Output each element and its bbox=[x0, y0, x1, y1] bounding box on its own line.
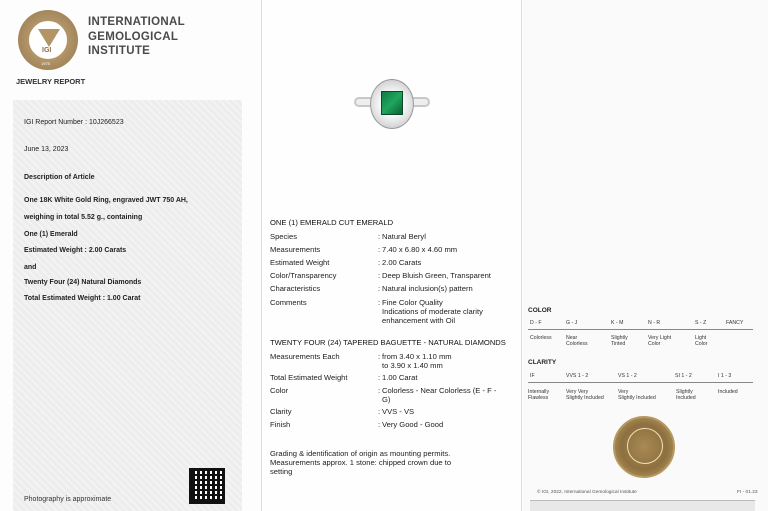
field-label: Color/Transparency bbox=[270, 271, 337, 280]
field-value: Very Good - Good bbox=[382, 420, 444, 429]
field-value: Fine Color Quality bbox=[382, 298, 443, 307]
field-label: Color bbox=[270, 386, 289, 395]
clarity-scale-title: CLARITY bbox=[528, 359, 557, 366]
color-grade: K - M bbox=[611, 320, 624, 326]
field-label: Clarity bbox=[270, 407, 292, 416]
field-value: Indications of moderate clarity bbox=[382, 307, 483, 316]
photo-note: Photography is approximate bbox=[24, 496, 112, 503]
field-label: Species bbox=[270, 232, 298, 241]
clarity-grade: SI 1 - 2 bbox=[675, 373, 692, 379]
field-value: Natural Beryl bbox=[382, 232, 426, 241]
field-value: G) bbox=[382, 395, 391, 404]
emerald-stone bbox=[381, 91, 403, 115]
ring-photo bbox=[352, 79, 432, 134]
qr-code[interactable] bbox=[189, 468, 225, 504]
report-number: IGI Report Number : 10J266523 bbox=[24, 119, 124, 126]
field-label: Comments bbox=[270, 298, 307, 307]
color-grade: FANCY bbox=[726, 320, 744, 326]
report-date: June 13, 2023 bbox=[24, 146, 69, 153]
grading-panel bbox=[263, 0, 522, 511]
field-value: VVS - VS bbox=[382, 407, 415, 416]
field-value: 2.00 Carats bbox=[382, 258, 422, 267]
description-line: and bbox=[24, 264, 37, 271]
remarks-line: Measurements approx. 1 stone: chipped crown due to bbox=[270, 458, 452, 467]
field-value: Deep Bluish Green, Transparent bbox=[382, 271, 491, 280]
remarks-line: setting bbox=[270, 467, 293, 476]
field-value: Natural inclusion(s) pattern bbox=[382, 284, 473, 293]
footer-disclaimer-bar bbox=[530, 500, 755, 511]
logo-year: 1975 bbox=[41, 61, 50, 66]
field-label: Characteristics bbox=[270, 284, 321, 293]
security-background bbox=[13, 100, 242, 511]
field-value: 1.00 Carat bbox=[382, 373, 418, 382]
field-label: Measurements Each bbox=[270, 352, 340, 361]
summary-panel bbox=[0, 0, 262, 511]
field-label: Total Estimated Weight bbox=[270, 373, 348, 382]
field-label: Measurements bbox=[270, 245, 321, 254]
field-value: from 3.40 x 1.10 mm bbox=[382, 352, 452, 361]
remarks-line: Grading & identification of origin as mounting permits. bbox=[270, 449, 451, 458]
logo-text: IGI bbox=[42, 47, 52, 54]
description-line: weighing in total 5.52 g., containing bbox=[24, 214, 143, 221]
form-code: FI - 01.23 bbox=[737, 490, 758, 495]
scale-divider bbox=[528, 382, 753, 383]
clarity-grade: VS 1 - 2 bbox=[618, 373, 637, 379]
field-value: Colorless - Near Colorless (E - F - bbox=[382, 386, 497, 395]
emerald-heading: ONE (1) EMERALD CUT EMERALD bbox=[270, 218, 394, 227]
description-line: One 18K White Gold Ring, engraved JWT 750 AH, bbox=[24, 197, 188, 204]
clarity-grade: I 1 - 3 bbox=[718, 373, 732, 379]
description-line: Estimated Weight : 2.00 Carats bbox=[24, 247, 127, 254]
field-value: to 3.90 x 1.40 mm bbox=[382, 361, 443, 370]
institute-name: INTERNATIONAL GEMOLOGICAL INSTITUTE bbox=[88, 16, 185, 57]
description-line: Twenty Four (24) Natural Diamonds bbox=[24, 279, 142, 286]
scale-divider bbox=[528, 329, 753, 330]
color-grade: D - F bbox=[530, 320, 542, 326]
description-line: One (1) Emerald bbox=[24, 231, 78, 238]
clarity-grade: IF bbox=[530, 373, 535, 379]
color-grade: G - J bbox=[566, 320, 578, 326]
field-value: 7.40 x 6.80 x 4.60 mm bbox=[382, 245, 458, 254]
description-line: Total Estimated Weight : 1.00 Carat bbox=[24, 295, 141, 302]
diamonds-heading: TWENTY FOUR (24) TAPERED BAGUETTE - NATURAL DIAMONDS bbox=[270, 338, 506, 347]
igi-logo bbox=[18, 10, 78, 70]
color-grade: N - R bbox=[648, 320, 661, 326]
description-heading: Description of Article bbox=[24, 174, 95, 181]
logo-gem-icon bbox=[27, 19, 69, 61]
field-label: Estimated Weight bbox=[270, 258, 330, 267]
color-scale-title: COLOR bbox=[528, 307, 552, 314]
field-label: Finish bbox=[270, 420, 291, 429]
color-grade: S - Z bbox=[695, 320, 707, 326]
copyright: © IGI, 2022, International Gemological Institute bbox=[537, 490, 637, 495]
gold-seal-icon bbox=[613, 416, 675, 478]
report-type: JEWELRY REPORT bbox=[16, 77, 86, 86]
clarity-grade: VVS 1 - 2 bbox=[566, 373, 589, 379]
field-value: enhancement with Oil bbox=[382, 316, 456, 325]
